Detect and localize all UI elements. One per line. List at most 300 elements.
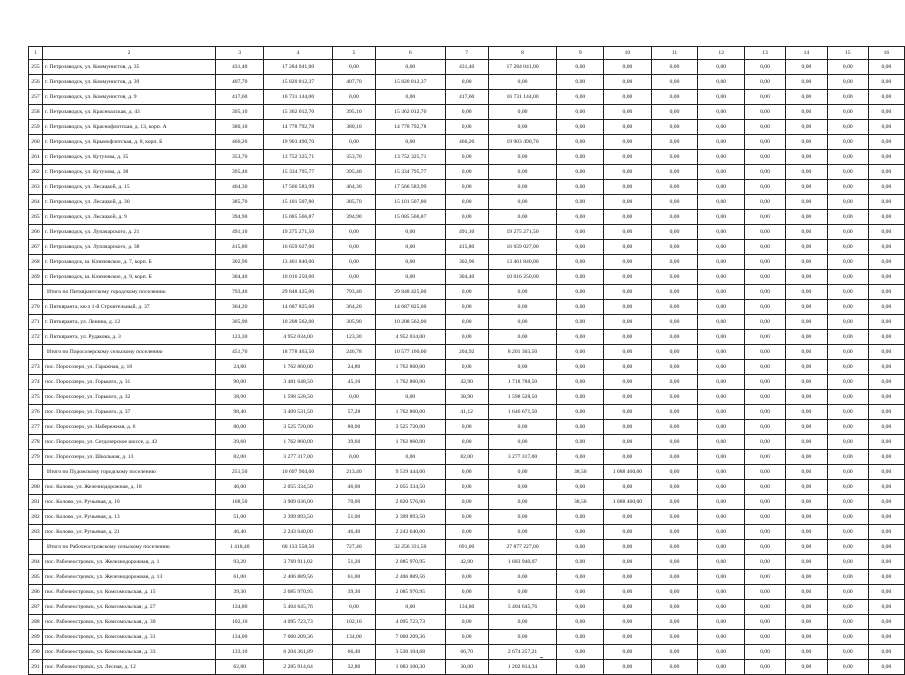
value-cell-col-11: 0,00 (651, 105, 698, 120)
table-row (29, 645, 905, 660)
value-cell-col-13: 0,00 (745, 270, 786, 285)
value-cell-col-6: 1 762 860,00 (375, 405, 445, 420)
value-cell-col-9: 0,00 (557, 300, 604, 315)
column-number-5: 5 (332, 47, 375, 60)
value-cell-col-3: 134,80 (216, 600, 264, 615)
value-cell-col-15: 0,00 (827, 60, 868, 75)
row-number-cell: 265 (29, 210, 43, 225)
value-cell-col-5: 134,00 (332, 630, 375, 645)
value-cell-col-15: 0,00 (827, 150, 868, 165)
value-cell-col-9: 0,00 (557, 540, 604, 555)
table-row (29, 240, 905, 255)
value-cell-col-16: 0,00 (868, 630, 904, 645)
value-cell-col-14: 0,00 (785, 465, 827, 480)
value-cell-col-9: 0,00 (557, 165, 604, 180)
address-cell: г. Петрозаводск, ул. Лесацкой, д. 15 (42, 180, 215, 195)
value-cell-col-12: 0,00 (698, 285, 745, 300)
value-cell-col-4: 15 101 507,80 (264, 195, 333, 210)
value-cell-col-4: 1 598 528,50 (264, 390, 333, 405)
value-cell-col-15: 0,00 (827, 480, 868, 495)
value-cell-col-5: 353,70 (332, 150, 375, 165)
value-cell-col-14: 0,00 (785, 225, 827, 240)
value-cell-col-5: 305,90 (332, 315, 375, 330)
table-row (29, 60, 905, 75)
value-cell-col-14: 0,00 (785, 180, 827, 195)
value-cell-col-12: 0,00 (698, 615, 745, 630)
value-cell-col-10: 0,00 (604, 540, 651, 555)
table-row (29, 630, 905, 645)
value-cell-col-6: 0,00 (375, 255, 445, 270)
value-cell-col-14: 0,00 (785, 135, 827, 150)
value-cell-col-4: 16 731 144,00 (264, 90, 333, 105)
value-cell-col-9: 0,00 (557, 585, 604, 600)
value-cell-col-15: 0,00 (827, 75, 868, 90)
subtotal-row (29, 345, 905, 360)
value-cell-col-5: 0,00 (332, 60, 375, 75)
value-cell-col-14: 0,00 (785, 210, 827, 225)
value-cell-col-5: 0,00 (332, 450, 375, 465)
value-cell-col-6: 10 577 160,00 (375, 345, 445, 360)
value-cell-col-11: 0,00 (651, 195, 698, 210)
value-cell-col-9: 0,00 (557, 90, 604, 105)
address-cell: пос. Рабочеостровск, ул. Комсомольская, д. 15 (42, 585, 215, 600)
value-cell-col-10: 0,00 (604, 555, 651, 570)
value-cell-col-4: 7 060 209,36 (264, 630, 333, 645)
value-cell-col-3: 123,30 (216, 330, 264, 345)
value-cell-col-5: 57,28 (332, 405, 375, 420)
value-cell-col-12: 0,00 (698, 450, 745, 465)
value-cell-col-9: 0,00 (557, 450, 604, 465)
address-cell: г. Петрозаводск, ул. Кутузова, д. 35 (42, 150, 215, 165)
value-cell-col-15: 0,00 (827, 585, 868, 600)
value-cell-col-12: 0,00 (698, 345, 745, 360)
value-cell-col-16: 0,00 (868, 495, 904, 510)
value-cell-col-10: 0,00 (604, 135, 651, 150)
value-cell-col-14: 0,00 (785, 195, 827, 210)
value-cell-col-8: 0,00 (488, 210, 557, 225)
value-cell-col-7: 491,10 (445, 225, 488, 240)
table-row (29, 75, 905, 90)
value-cell-col-8: 17 284 041,00 (488, 60, 557, 75)
value-cell-col-5: 407,70 (332, 75, 375, 90)
value-cell-col-4: 3 525 720,00 (264, 420, 333, 435)
value-cell-col-16: 0,00 (868, 300, 904, 315)
value-cell-col-6: 1 083 100,30 (375, 660, 445, 675)
value-cell-col-10: 0,00 (604, 60, 651, 75)
value-cell-col-6: 15 101 507,80 (375, 195, 445, 210)
value-cell-col-10: 0,00 (604, 375, 651, 390)
value-cell-col-16: 0,00 (868, 135, 904, 150)
value-cell-col-5: 24,80 (332, 360, 375, 375)
value-cell-col-16: 0,00 (868, 210, 904, 225)
table-row (29, 600, 905, 615)
value-cell-col-10: 0,00 (604, 120, 651, 135)
value-cell-col-11: 0,00 (651, 120, 698, 135)
value-cell-col-4: 1 762 860,00 (264, 360, 333, 375)
address-cell: г. Питкяранта, ул. Рудакова, д. 3 (42, 330, 215, 345)
value-cell-col-10: 0,00 (604, 285, 651, 300)
value-cell-col-9: 0,00 (557, 345, 604, 360)
value-cell-col-13: 0,00 (745, 315, 786, 330)
value-cell-col-4: 19 275 271,50 (264, 225, 333, 240)
value-cell-col-6: 7 060 209,36 (375, 630, 445, 645)
value-cell-col-14: 0,00 (785, 435, 827, 450)
value-cell-col-10: 0,00 (604, 615, 651, 630)
value-cell-col-6: 29 848 425,00 (375, 285, 445, 300)
value-cell-col-13: 0,00 (745, 495, 786, 510)
value-cell-col-3: 61,00 (216, 570, 264, 585)
value-cell-col-4: 14 778 792,78 (264, 120, 333, 135)
value-cell-col-13: 0,00 (745, 195, 786, 210)
row-number-cell: 264 (29, 195, 43, 210)
value-cell-col-15: 0,00 (827, 180, 868, 195)
value-cell-col-9: 0,00 (557, 75, 604, 90)
table-row (29, 225, 905, 240)
value-cell-col-11: 0,00 (651, 525, 698, 540)
scan-mark (540, 657, 543, 658)
value-cell-col-12: 0,00 (698, 315, 745, 330)
value-cell-col-7: 0,00 (445, 465, 488, 480)
row-number-cell: 291 (29, 660, 43, 675)
value-cell-col-7: 466,20 (445, 135, 488, 150)
row-number-cell: 279 (29, 450, 43, 465)
row-number-cell: 263 (29, 180, 43, 195)
value-cell-col-14: 0,00 (785, 390, 827, 405)
value-cell-col-12: 0,00 (698, 180, 745, 195)
value-cell-col-6: 15 334 795,77 (375, 165, 445, 180)
table-row (29, 255, 905, 270)
value-cell-col-3: 133,10 (216, 645, 264, 660)
value-cell-col-10: 0,00 (604, 630, 651, 645)
value-cell-col-13: 0,00 (745, 480, 786, 495)
value-cell-col-10: 0,00 (604, 300, 651, 315)
value-cell-col-4: 6 204 361,89 (264, 645, 333, 660)
value-cell-col-6: 0,00 (375, 135, 445, 150)
value-cell-col-15: 0,00 (827, 120, 868, 135)
value-cell-col-4: 3 909 036,00 (264, 495, 333, 510)
value-cell-col-4: 10 208 562,00 (264, 315, 333, 330)
address-cell: пос. Рабочеостровск, ул. Железнодорожная, д. 13 (42, 570, 215, 585)
value-cell-col-13: 0,00 (745, 165, 786, 180)
value-cell-col-9: 0,00 (557, 135, 604, 150)
value-cell-col-16: 0,00 (868, 540, 904, 555)
row-number-cell (29, 465, 43, 480)
row-number-cell: 281 (29, 495, 43, 510)
value-cell-col-14: 0,00 (785, 645, 827, 660)
value-cell-col-9: 0,00 (557, 255, 604, 270)
table-row (29, 435, 905, 450)
value-cell-col-9: 0,00 (557, 570, 604, 585)
value-cell-col-10: 0,00 (604, 255, 651, 270)
row-number-cell: 259 (29, 120, 43, 135)
value-cell-col-11: 0,00 (651, 375, 698, 390)
value-cell-col-5: 123,30 (332, 330, 375, 345)
value-cell-col-3: 364,20 (216, 300, 264, 315)
value-cell-col-11: 0,00 (651, 90, 698, 105)
value-cell-col-5: 0,00 (332, 600, 375, 615)
value-cell-col-14: 0,00 (785, 600, 827, 615)
row-number-cell (29, 285, 43, 300)
value-cell-col-11: 0,00 (651, 495, 698, 510)
value-cell-col-6: 15 362 012,70 (375, 105, 445, 120)
value-cell-col-5: 0,00 (332, 390, 375, 405)
value-cell-col-8: 0,00 (488, 585, 557, 600)
value-cell-col-3: 431,40 (216, 60, 264, 75)
address-cell: г. Петрозаводск, ул. Лесацкой, д. 9 (42, 210, 215, 225)
value-cell-col-7: 0,00 (445, 300, 488, 315)
value-cell-col-8: 0,00 (488, 510, 557, 525)
value-cell-col-8: 8 201 303,50 (488, 345, 557, 360)
value-cell-col-14: 0,00 (785, 585, 827, 600)
value-cell-col-13: 0,00 (745, 555, 786, 570)
value-cell-col-7: 0,00 (445, 585, 488, 600)
value-cell-col-7: 0,00 (445, 330, 488, 345)
column-number-14: 14 (785, 47, 827, 60)
row-number-cell: 290 (29, 645, 43, 660)
value-cell-col-4: 15 085 566,87 (264, 210, 333, 225)
value-cell-col-11: 0,00 (651, 210, 698, 225)
value-cell-col-15: 0,00 (827, 330, 868, 345)
value-cell-col-15: 0,00 (827, 600, 868, 615)
value-cell-col-6: 13 752 325,71 (375, 150, 445, 165)
value-cell-col-6: 0,00 (375, 90, 445, 105)
value-cell-col-13: 0,00 (745, 120, 786, 135)
value-cell-col-8: 0,00 (488, 180, 557, 195)
value-cell-col-10: 0,00 (604, 90, 651, 105)
table-row (29, 315, 905, 330)
value-cell-col-4: 2 406 889,56 (264, 570, 333, 585)
value-cell-col-11: 0,00 (651, 75, 698, 90)
value-cell-col-10: 0,00 (604, 585, 651, 600)
column-number-11: 11 (651, 47, 698, 60)
value-cell-col-7: 691,00 (445, 540, 488, 555)
value-cell-col-5: 46,00 (332, 480, 375, 495)
value-cell-col-8: 0,00 (488, 75, 557, 90)
value-cell-col-14: 0,00 (785, 660, 827, 675)
value-cell-col-13: 0,00 (745, 90, 786, 105)
value-cell-col-14: 0,00 (785, 345, 827, 360)
value-cell-col-12: 0,00 (698, 585, 745, 600)
value-cell-col-3: 407,70 (216, 75, 264, 90)
column-number-7: 7 (445, 47, 488, 60)
address-cell: пос. Рабочеостровск, ул. Комсомольская, д. 27 (42, 600, 215, 615)
value-cell-col-15: 0,00 (827, 465, 868, 480)
value-cell-col-5: 51,00 (332, 510, 375, 525)
value-cell-col-3: 38,90 (216, 390, 264, 405)
value-cell-col-13: 0,00 (745, 105, 786, 120)
address-cell: г. Петрозаводск, ул. Коммунистов, д. 9 (42, 90, 215, 105)
value-cell-col-10: 0,00 (604, 450, 651, 465)
value-cell-col-14: 0,00 (785, 360, 827, 375)
table-row (29, 480, 905, 495)
value-cell-col-16: 0,00 (868, 225, 904, 240)
value-cell-col-4: 1 762 860,00 (264, 435, 333, 450)
value-cell-col-8: 0,00 (488, 330, 557, 345)
value-cell-col-11: 0,00 (651, 240, 698, 255)
table-row (29, 105, 905, 120)
value-cell-col-6: 0,00 (375, 60, 445, 75)
value-cell-col-12: 0,00 (698, 420, 745, 435)
value-cell-col-8: 19 903 490,70 (488, 135, 557, 150)
row-number-cell: 270 (29, 300, 43, 315)
value-cell-col-16: 0,00 (868, 120, 904, 135)
value-cell-col-15: 0,00 (827, 645, 868, 660)
value-cell-col-10: 0,00 (604, 225, 651, 240)
value-cell-col-12: 0,00 (698, 165, 745, 180)
value-cell-col-12: 0,00 (698, 660, 745, 675)
value-cell-col-10: 0,00 (604, 210, 651, 225)
value-cell-col-9: 0,00 (557, 480, 604, 495)
value-cell-col-14: 0,00 (785, 105, 827, 120)
value-cell-col-11: 0,00 (651, 435, 698, 450)
value-cell-col-10: 0,00 (604, 570, 651, 585)
row-number-cell: 266 (29, 225, 43, 240)
value-cell-col-3: 62,80 (216, 660, 264, 675)
value-cell-col-15: 0,00 (827, 420, 868, 435)
table-row (29, 615, 905, 630)
value-cell-col-11: 0,00 (651, 60, 698, 75)
value-cell-col-9: 0,00 (557, 615, 604, 630)
value-cell-col-7: 0,00 (445, 420, 488, 435)
column-number-3: 3 (216, 47, 264, 60)
value-cell-col-12: 0,00 (698, 240, 745, 255)
value-cell-col-10: 0,00 (604, 600, 651, 615)
value-cell-col-15: 0,00 (827, 630, 868, 645)
value-cell-col-13: 0,00 (745, 150, 786, 165)
value-cell-col-3: 451,70 (216, 345, 264, 360)
value-cell-col-11: 0,00 (651, 345, 698, 360)
row-number-cell: 261 (29, 150, 43, 165)
value-cell-col-9: 0,00 (557, 315, 604, 330)
value-cell-col-10: 0,00 (604, 390, 651, 405)
value-cell-col-3: 98,40 (216, 405, 264, 420)
value-cell-col-10: 0,00 (604, 405, 651, 420)
value-cell-col-9: 0,00 (557, 150, 604, 165)
value-cell-col-15: 0,00 (827, 105, 868, 120)
value-cell-col-16: 0,00 (868, 105, 904, 120)
value-cell-col-7: 0,00 (445, 315, 488, 330)
value-cell-col-4: 10 016 250,00 (264, 270, 333, 285)
value-cell-col-8: 0,00 (488, 150, 557, 165)
value-cell-col-16: 0,00 (868, 345, 904, 360)
value-cell-col-14: 0,00 (785, 570, 827, 585)
address-cell: пос. Рабочеостровск, ул. Комсомольская, д. 31 (42, 630, 215, 645)
value-cell-col-12: 0,00 (698, 270, 745, 285)
value-cell-col-14: 0,00 (785, 540, 827, 555)
row-number-cell: 255 (29, 60, 43, 75)
value-cell-col-13: 0,00 (745, 375, 786, 390)
value-cell-col-9: 0,00 (557, 195, 604, 210)
row-number-cell: 286 (29, 585, 43, 600)
value-cell-col-9: 0,00 (557, 225, 604, 240)
column-number-2: 2 (42, 47, 215, 60)
address-cell: г. Петрозаводск, ул. Краснофлотская, д. 13, корп. А (42, 120, 215, 135)
value-cell-col-10: 0,00 (604, 315, 651, 330)
value-cell-col-8: 13 461 840,00 (488, 255, 557, 270)
value-cell-col-10: 0,00 (604, 165, 651, 180)
value-cell-col-8: 0,00 (488, 480, 557, 495)
column-number-12: 12 (698, 47, 745, 60)
value-cell-col-14: 0,00 (785, 375, 827, 390)
value-cell-col-14: 0,00 (785, 450, 827, 465)
value-cell-col-3: 134,00 (216, 630, 264, 645)
value-cell-col-9: 0,00 (557, 180, 604, 195)
value-cell-col-9: 38,50 (557, 495, 604, 510)
value-cell-col-3: 466,20 (216, 135, 264, 150)
value-cell-col-7: 0,00 (445, 630, 488, 645)
address-cell: пос. Рабочеостровск, ул. Лесная, д. 12 (42, 660, 215, 675)
table-row (29, 420, 905, 435)
value-cell-col-5: 0,00 (332, 135, 375, 150)
table-row (29, 585, 905, 600)
row-number-cell: 272 (29, 330, 43, 345)
value-cell-col-11: 0,00 (651, 540, 698, 555)
row-number-cell: 283 (29, 525, 43, 540)
row-number-cell: 275 (29, 390, 43, 405)
value-cell-col-7: 42,90 (445, 375, 488, 390)
value-cell-col-6: 0,00 (375, 270, 445, 285)
address-cell: г. Петрозаводск, ул. Лесацкой, д. 30 (42, 195, 215, 210)
row-number-cell: 289 (29, 630, 43, 645)
value-cell-col-12: 0,00 (698, 480, 745, 495)
value-cell-col-12: 0,00 (698, 90, 745, 105)
value-cell-col-15: 0,00 (827, 90, 868, 105)
value-cell-col-12: 0,00 (698, 120, 745, 135)
row-number-cell: 271 (29, 315, 43, 330)
value-cell-col-8: 0,00 (488, 360, 557, 375)
subtotal-label-cell: Итого по Пудожскому городскому поселению (42, 465, 215, 480)
value-cell-col-7: 415,80 (445, 240, 488, 255)
column-number-16: 16 (868, 47, 904, 60)
value-cell-col-5: 464,30 (332, 180, 375, 195)
table-row (29, 330, 905, 345)
value-cell-col-6: 32 256 331,50 (375, 540, 445, 555)
value-cell-col-9: 0,00 (557, 375, 604, 390)
address-cell: пос. Поросозеро, ул. Гаражная, д. 18 (42, 360, 215, 375)
value-cell-col-16: 0,00 (868, 390, 904, 405)
value-cell-col-6: 2 243 640,00 (375, 525, 445, 540)
value-cell-col-7: 82,00 (445, 450, 488, 465)
value-cell-col-15: 0,00 (827, 210, 868, 225)
subtotal-label-cell: Итого по Рабочеостровскому сельскому поселению (42, 540, 215, 555)
value-cell-col-6: 15 820 812,37 (375, 75, 445, 90)
value-cell-col-3: 1 418,40 (216, 540, 264, 555)
value-cell-col-5: 364,20 (332, 300, 375, 315)
column-number-4: 4 (264, 47, 333, 60)
value-cell-col-6: 4 095 723,73 (375, 615, 445, 630)
value-cell-col-9: 0,00 (557, 330, 604, 345)
address-cell: г. Петрозаводск, ш. Ключевское, д. 9, корп. Б (42, 270, 215, 285)
value-cell-col-6: 3 525 720,00 (375, 420, 445, 435)
row-number-cell: 282 (29, 510, 43, 525)
value-cell-col-15: 0,00 (827, 165, 868, 180)
value-cell-col-13: 0,00 (745, 180, 786, 195)
value-cell-col-11: 0,00 (651, 360, 698, 375)
row-number-cell: 277 (29, 420, 43, 435)
address-cell: пос. Поросозеро, ул. Горького, д. 31 (42, 375, 215, 390)
value-cell-col-6: 1 762 860,00 (375, 435, 445, 450)
value-cell-col-16: 0,00 (868, 420, 904, 435)
value-cell-col-8: 0,00 (488, 630, 557, 645)
column-number-10: 10 (604, 47, 651, 60)
value-cell-col-6: 2 085 970,95 (375, 555, 445, 570)
value-cell-col-6: 2 406 889,56 (375, 570, 445, 585)
value-cell-col-11: 0,00 (651, 645, 698, 660)
column-number-1: 1 (29, 47, 43, 60)
value-cell-col-15: 0,00 (827, 435, 868, 450)
value-cell-col-5: 380,10 (332, 120, 375, 135)
address-cell: пос. Колово, ул. Ручьевая, д. 21 (42, 525, 215, 540)
